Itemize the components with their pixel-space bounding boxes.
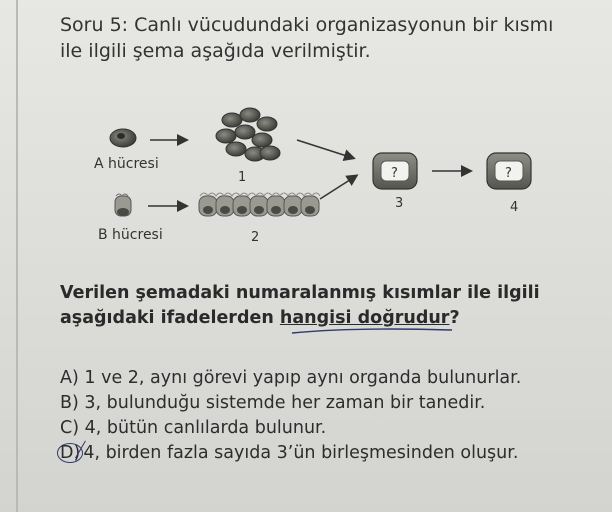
cell-a-icon	[110, 129, 136, 147]
option-letter: C)	[60, 418, 80, 438]
question-prompt	[60, 281, 580, 331]
option-text: 4, bütün canlılarda bulunur.	[84, 418, 327, 438]
prompt-end: ?	[449, 308, 460, 328]
answer-options	[60, 366, 600, 466]
option-text: 3, bulunduğu sistemde her zaman bir tanedir.	[84, 393, 486, 413]
option-text: 4, birden fazla sayıda 3’ün birleşmesinden oluşur.	[83, 441, 518, 466]
option-text: 1 ve 2, aynı görevi yapıp aynı organda bulunurlar.	[84, 368, 522, 388]
arrow-1-to-3	[297, 140, 353, 158]
prompt-lead: Verilen şemadaki numaralanmış kısımlar ile ilgili aşağıdaki ifadelerden	[60, 283, 540, 328]
cell-b-icon	[115, 194, 131, 216]
prompt-underlined: hangisi doğrudur	[279, 308, 450, 328]
option-c[interactable]	[60, 416, 600, 441]
number-4: 4	[510, 200, 519, 215]
option-a[interactable]	[60, 366, 600, 391]
tissue-2-row	[199, 193, 320, 216]
question-title: Soru 5: Canlı vücudundaki organizasyonun bir kısmı ile ilgili şema aşağıda verilmiştir.	[60, 14, 554, 62]
arrow-2-to-3	[320, 176, 356, 199]
box-4-question-mark: ?	[505, 166, 512, 181]
number-2: 2	[251, 230, 260, 245]
option-letter: A)	[60, 368, 79, 388]
number-3: 3	[395, 196, 404, 211]
cell-b-label: B hücresi	[98, 227, 163, 243]
tissue-1-cluster	[216, 108, 280, 161]
option-b[interactable]	[60, 391, 600, 416]
number-1: 1	[238, 170, 247, 185]
option-letter: B)	[60, 393, 79, 413]
box-3-question-mark: ?	[391, 166, 398, 181]
option-d[interactable]	[60, 441, 600, 466]
selected-answer-circle: D)	[57, 443, 83, 463]
cell-a-label: A hücresi	[94, 156, 159, 172]
